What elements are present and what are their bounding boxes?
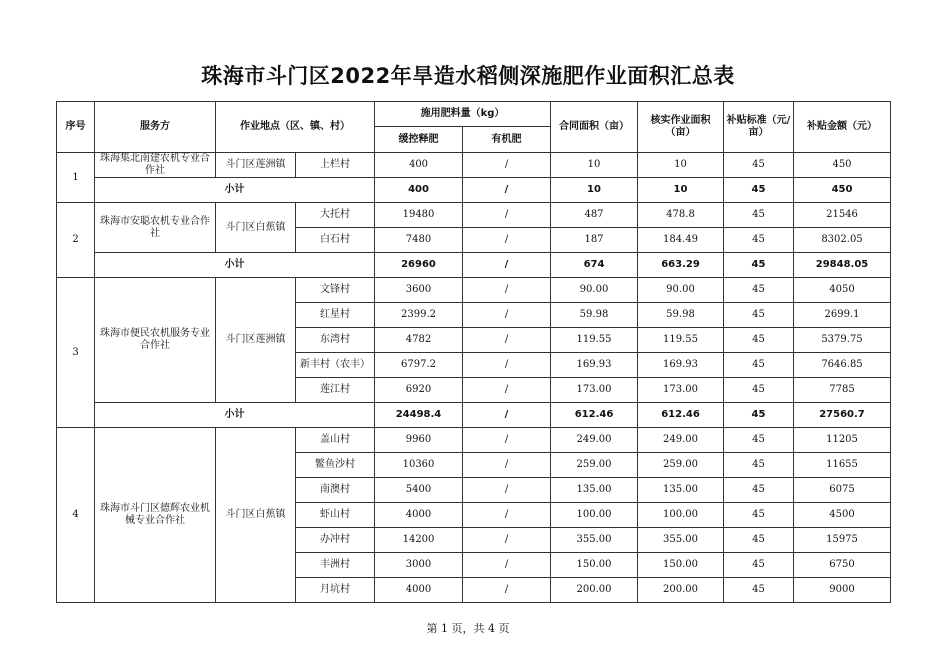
subtotal-row xyxy=(57,178,891,203)
controlled-release-cell: 14200 xyxy=(375,528,463,553)
subsidy-amount-cell: 6750 xyxy=(794,553,891,578)
header-row xyxy=(57,102,891,127)
seq-cell: 1 xyxy=(57,153,95,203)
town-cell: 斗门区白蕉镇 xyxy=(216,428,296,603)
seq-cell: 2 xyxy=(57,203,95,278)
subtotal-contract-area-cell: 674 xyxy=(551,253,638,278)
town-cell: 斗门区白蕉镇 xyxy=(216,203,296,253)
subsidy-standard-cell: 45 xyxy=(724,553,794,578)
verified-area-cell: 59.98 xyxy=(638,303,724,328)
organic-cell: / xyxy=(463,328,551,353)
subsidy-standard-cell: 45 xyxy=(724,203,794,228)
verified-area-cell: 249.00 xyxy=(638,428,724,453)
subsidy-amount-cell: 11655 xyxy=(794,453,891,478)
verified-area-cell: 119.55 xyxy=(638,328,724,353)
header-fertilizer: 施用肥料量（kg） xyxy=(375,102,551,127)
village-cell: 鳘鱼沙村 xyxy=(296,453,375,478)
seq-cell: 4 xyxy=(57,428,95,603)
verified-area-cell: 259.00 xyxy=(638,453,724,478)
subtotal-subsidy-amount-cell: 450 xyxy=(794,178,891,203)
verified-area-cell: 135.00 xyxy=(638,478,724,503)
contract-area-cell: 119.55 xyxy=(551,328,638,353)
contract-area-cell: 487 xyxy=(551,203,638,228)
contract-area-cell: 135.00 xyxy=(551,478,638,503)
subsidy-amount-cell: 11205 xyxy=(794,428,891,453)
verified-area-cell: 10 xyxy=(638,153,724,178)
verified-area-cell: 184.49 xyxy=(638,228,724,253)
subsidy-amount-cell: 7785 xyxy=(794,378,891,403)
page-footer: 第 1 页，共 4 页 xyxy=(426,622,510,635)
subtotal-contract-area-cell: 10 xyxy=(551,178,638,203)
controlled-release-cell: 6797.2 xyxy=(375,353,463,378)
organic-cell: / xyxy=(463,278,551,303)
organic-cell: / xyxy=(463,503,551,528)
organic-cell: / xyxy=(463,353,551,378)
contract-area-cell: 173.00 xyxy=(551,378,638,403)
village-cell: 上栏村 xyxy=(296,153,375,178)
verified-area-cell: 100.00 xyxy=(638,503,724,528)
subtotal-organic-cell: / xyxy=(463,253,551,278)
table-row xyxy=(57,153,891,178)
village-cell: 虾山村 xyxy=(296,503,375,528)
contract-area-cell: 10 xyxy=(551,153,638,178)
subtotal-controlled-release-cell: 400 xyxy=(375,178,463,203)
subtotal-subsidy-standard-cell: 45 xyxy=(724,403,794,428)
village-cell: 盖山村 xyxy=(296,428,375,453)
table-row xyxy=(57,203,891,228)
organic-cell: / xyxy=(463,478,551,503)
village-cell: 办冲村 xyxy=(296,528,375,553)
contract-area-cell: 249.00 xyxy=(551,428,638,453)
subsidy-standard-cell: 45 xyxy=(724,478,794,503)
town-cell: 斗门区莲洲镇 xyxy=(216,153,296,178)
village-cell: 新丰村（农丰） xyxy=(296,353,375,378)
header-location: 作业地点（区、镇、村） xyxy=(216,102,375,153)
village-cell: 月坑村 xyxy=(296,578,375,603)
subtotal-label: 小计 xyxy=(95,178,375,203)
village-cell: 南澳村 xyxy=(296,478,375,503)
header-provider: 服务方 xyxy=(95,102,216,153)
subtotal-organic-cell: / xyxy=(463,178,551,203)
subsidy-standard-cell: 45 xyxy=(724,428,794,453)
contract-area-cell: 259.00 xyxy=(551,453,638,478)
subsidy-amount-cell: 21546 xyxy=(794,203,891,228)
controlled-release-cell: 6920 xyxy=(375,378,463,403)
subsidy-standard-cell: 45 xyxy=(724,528,794,553)
subtotal-row xyxy=(57,403,891,428)
controlled-release-cell: 10360 xyxy=(375,453,463,478)
header-verified-area: 核实作业面积（亩） xyxy=(638,102,724,153)
village-cell: 大托村 xyxy=(296,203,375,228)
subsidy-standard-cell: 45 xyxy=(724,453,794,478)
organic-cell: / xyxy=(463,228,551,253)
controlled-release-cell: 5400 xyxy=(375,478,463,503)
contract-area-cell: 187 xyxy=(551,228,638,253)
organic-cell: / xyxy=(463,153,551,178)
town-cell: 斗门区莲洲镇 xyxy=(216,278,296,403)
subsidy-standard-cell: 45 xyxy=(724,578,794,603)
village-cell: 文锋村 xyxy=(296,278,375,303)
village-cell: 莲江村 xyxy=(296,378,375,403)
subtotal-row xyxy=(57,253,891,278)
header-controlled-release: 缓控释肥 xyxy=(375,127,463,153)
organic-cell: / xyxy=(463,578,551,603)
controlled-release-cell: 3600 xyxy=(375,278,463,303)
summary-table xyxy=(56,101,891,603)
subsidy-amount-cell: 4500 xyxy=(794,503,891,528)
subsidy-amount-cell: 15975 xyxy=(794,528,891,553)
subtotal-label: 小计 xyxy=(95,403,375,428)
subtotal-verified-area-cell: 10 xyxy=(638,178,724,203)
controlled-release-cell: 19480 xyxy=(375,203,463,228)
subtotal-label: 小计 xyxy=(95,253,375,278)
header-subsidy-amount: 补贴金额（元） xyxy=(794,102,891,153)
subsidy-standard-cell: 45 xyxy=(724,278,794,303)
subtotal-contract-area-cell: 612.46 xyxy=(551,403,638,428)
subsidy-amount-cell: 6075 xyxy=(794,478,891,503)
controlled-release-cell: 7480 xyxy=(375,228,463,253)
header-seq: 序号 xyxy=(57,102,95,153)
subsidy-amount-cell: 7646.85 xyxy=(794,353,891,378)
subtotal-subsidy-amount-cell: 27560.7 xyxy=(794,403,891,428)
subsidy-amount-cell: 450 xyxy=(794,153,891,178)
organic-cell: / xyxy=(463,428,551,453)
organic-cell: / xyxy=(463,203,551,228)
contract-area-cell: 100.00 xyxy=(551,503,638,528)
controlled-release-cell: 4000 xyxy=(375,503,463,528)
subtotal-verified-area-cell: 612.46 xyxy=(638,403,724,428)
header-subsidy-standard: 补贴标准（元/亩） xyxy=(724,102,794,153)
subtotal-verified-area-cell: 663.29 xyxy=(638,253,724,278)
subsidy-standard-cell: 45 xyxy=(724,153,794,178)
verified-area-cell: 173.00 xyxy=(638,378,724,403)
subsidy-amount-cell: 2699.1 xyxy=(794,303,891,328)
table-row xyxy=(57,278,891,303)
provider-cell: 珠海集北南建农机专业合作社 xyxy=(95,153,216,178)
subsidy-standard-cell: 45 xyxy=(724,378,794,403)
subtotal-subsidy-standard-cell: 45 xyxy=(724,253,794,278)
table-row xyxy=(57,428,891,453)
subtotal-subsidy-standard-cell: 45 xyxy=(724,178,794,203)
verified-area-cell: 150.00 xyxy=(638,553,724,578)
verified-area-cell: 169.93 xyxy=(638,353,724,378)
header-organic: 有机肥 xyxy=(463,127,551,153)
subtotal-controlled-release-cell: 26960 xyxy=(375,253,463,278)
subsidy-standard-cell: 45 xyxy=(724,303,794,328)
contract-area-cell: 59.98 xyxy=(551,303,638,328)
organic-cell: / xyxy=(463,303,551,328)
village-cell: 东湾村 xyxy=(296,328,375,353)
controlled-release-cell: 4782 xyxy=(375,328,463,353)
subsidy-amount-cell: 8302.05 xyxy=(794,228,891,253)
contract-area-cell: 200.00 xyxy=(551,578,638,603)
seq-cell: 3 xyxy=(57,278,95,428)
controlled-release-cell: 2399.2 xyxy=(375,303,463,328)
controlled-release-cell: 3000 xyxy=(375,553,463,578)
header-contract-area: 合同面积（亩） xyxy=(551,102,638,153)
contract-area-cell: 90.00 xyxy=(551,278,638,303)
provider-cell: 珠海市便民农机服务专业合作社 xyxy=(95,278,216,403)
controlled-release-cell: 9960 xyxy=(375,428,463,453)
subtotal-subsidy-amount-cell: 29848.05 xyxy=(794,253,891,278)
verified-area-cell: 478.8 xyxy=(638,203,724,228)
contract-area-cell: 150.00 xyxy=(551,553,638,578)
subtotal-controlled-release-cell: 24498.4 xyxy=(375,403,463,428)
subsidy-standard-cell: 45 xyxy=(724,228,794,253)
subsidy-standard-cell: 45 xyxy=(724,503,794,528)
subsidy-amount-cell: 9000 xyxy=(794,578,891,603)
organic-cell: / xyxy=(463,553,551,578)
village-cell: 红星村 xyxy=(296,303,375,328)
contract-area-cell: 355.00 xyxy=(551,528,638,553)
verified-area-cell: 200.00 xyxy=(638,578,724,603)
organic-cell: / xyxy=(463,378,551,403)
contract-area-cell: 169.93 xyxy=(551,353,638,378)
subsidy-standard-cell: 45 xyxy=(724,328,794,353)
controlled-release-cell: 400 xyxy=(375,153,463,178)
subsidy-amount-cell: 5379.75 xyxy=(794,328,891,353)
table-body xyxy=(57,102,891,603)
verified-area-cell: 355.00 xyxy=(638,528,724,553)
village-cell: 丰洲村 xyxy=(296,553,375,578)
controlled-release-cell: 4000 xyxy=(375,578,463,603)
verified-area-cell: 90.00 xyxy=(638,278,724,303)
village-cell: 白石村 xyxy=(296,228,375,253)
subsidy-amount-cell: 4050 xyxy=(794,278,891,303)
subsidy-standard-cell: 45 xyxy=(724,353,794,378)
provider-cell: 珠海市安聪农机专业合作社 xyxy=(95,203,216,253)
provider-cell: 珠海市斗门区德辉农业机械专业合作社 xyxy=(95,428,216,603)
page-title: 珠海市斗门区2022年旱造水稻侧深施肥作业面积汇总表 xyxy=(201,64,735,88)
subtotal-organic-cell: / xyxy=(463,403,551,428)
organic-cell: / xyxy=(463,453,551,478)
organic-cell: / xyxy=(463,528,551,553)
